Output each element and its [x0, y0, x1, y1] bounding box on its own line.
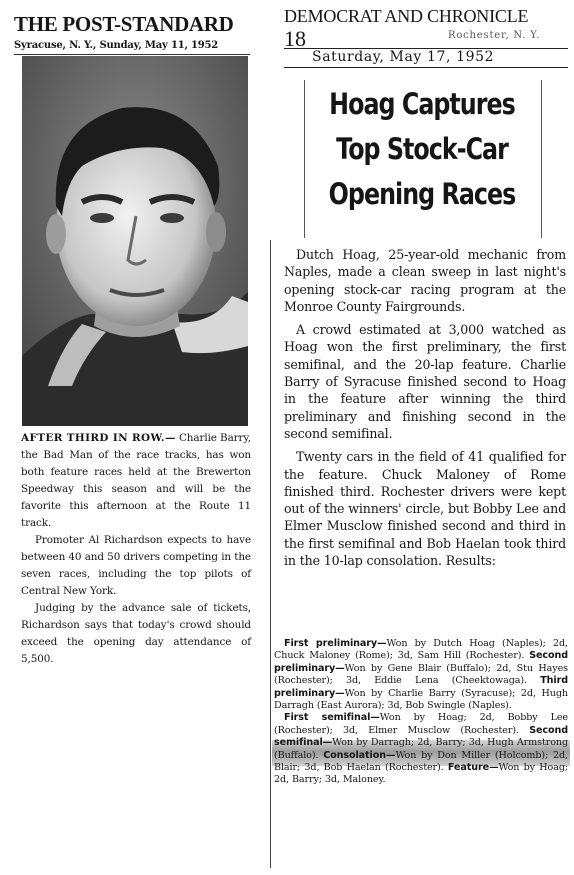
headline — [322, 82, 522, 217]
photo-caption — [21, 430, 251, 668]
issue-date: Saturday, May 17, 1952 — [284, 48, 568, 68]
result-text: Won by Darragh; 2d, Barry; 3d, Hugh Armstrong (Buffalo). — [274, 737, 568, 761]
post-standard-dateline: Syracuse, N. Y., Sunday, May 11, 1952 — [14, 40, 250, 55]
article-paragraph-2: A crowd estimated at 3,000 watched as Hoag won the first preliminary, the first semifinal, and the 20-lap feature. Charlie Barry of Syracuse finished second to Hoag in the feature after winning the third preliminary and finishing second in the second semifinal. — [284, 322, 566, 441]
result-label: Consolation— — [323, 749, 396, 761]
article-paragraph-1: Dutch Hoag, 25-year-old mechanic from Naples, made a clean sweep in last night's opening stock-car racing program at the Monroe County Fairgrounds. — [284, 247, 566, 314]
headline-line-2: Top Stock-Car — [336, 132, 508, 166]
page-number: 18 — [284, 26, 306, 51]
article-body — [284, 246, 566, 575]
result-label: Feature— — [447, 762, 499, 774]
caption-paragraph-1: Charlie Barry, the Bad Man of the race tracks, has won both feature races held at the Brewerton Speedway this season and will be the favorite this afternoon at the Route 11 track. — [21, 432, 252, 529]
city-line: Rochester, N. Y. — [448, 30, 541, 41]
results-paragraph-2 — [274, 712, 568, 786]
result-text: Won by Dutch Hoag (Naples); 2d, Chuck Maloney (Rome); 3d, Sam Hill (Rochester). — [274, 638, 569, 662]
result-text: Won by Hoag; 2d, Bobby Lee (Rochester); 3d, Elmer Musclow (Rochester). — [274, 712, 568, 736]
result-label: Second semifinal— — [274, 724, 568, 749]
result-label: First semifinal— — [284, 712, 380, 724]
result-text: Won by Hoag; 2d, Barry; 3d, Maloney. — [274, 762, 568, 786]
caption-paragraph-2: Promoter Al Richardson expects to have between 40 and 50 drivers competing in the seven races, including the top pilots of Central New York. — [21, 534, 251, 597]
result-label: Second preliminary— — [274, 650, 568, 674]
caption-paragraph-3: Judging by the advance sale of tickets, Richardson says that today's crowd should exceed the opening day attendance of 5,500. — [21, 602, 251, 665]
driver-portrait-photo — [22, 56, 248, 426]
result-label: First preliminary— — [284, 638, 387, 649]
results-paragraph-1 — [274, 638, 568, 712]
result-text: Won by Gene Blair (Buffalo); 2d, Stu Hayes (Rochester); 3d, Eddie Lena (Cheektowaga). — [274, 662, 568, 687]
result-text: Won by Don Miller (Holcomb); 2d, Blair; 3d, Bob Haelan (Rochester). — [274, 749, 568, 774]
race-results — [274, 638, 568, 787]
headline-line-1: Hoag Captures — [329, 87, 515, 121]
post-standard-masthead: THE POST-STANDARD — [14, 12, 234, 36]
headline-line-3: Opening Races — [328, 177, 516, 211]
caption-kicker: AFTER THIRD IN ROW.— — [21, 432, 176, 444]
article-paragraph-3: Twenty cars in the field of 41 qualified for the feature. Chuck Maloney of Rome finished third. Rochester drivers were kept out of the winners' circle, but Bobby Lee and Elmer Musclow finished second and third in the first semifinal and Bob Haelan took third in the 10-lap consolation. Results: — [284, 449, 566, 569]
democrat-chronicle-masthead: DEMOCRAT AND CHRONICLE — [284, 6, 529, 26]
result-label: Third preliminary— — [274, 675, 568, 699]
result-text: Won by Charlie Barry (Syracuse); 2d, Hugh Darragh (East Aurora); 3d, Bob Swingle (Naples). — [274, 687, 568, 712]
